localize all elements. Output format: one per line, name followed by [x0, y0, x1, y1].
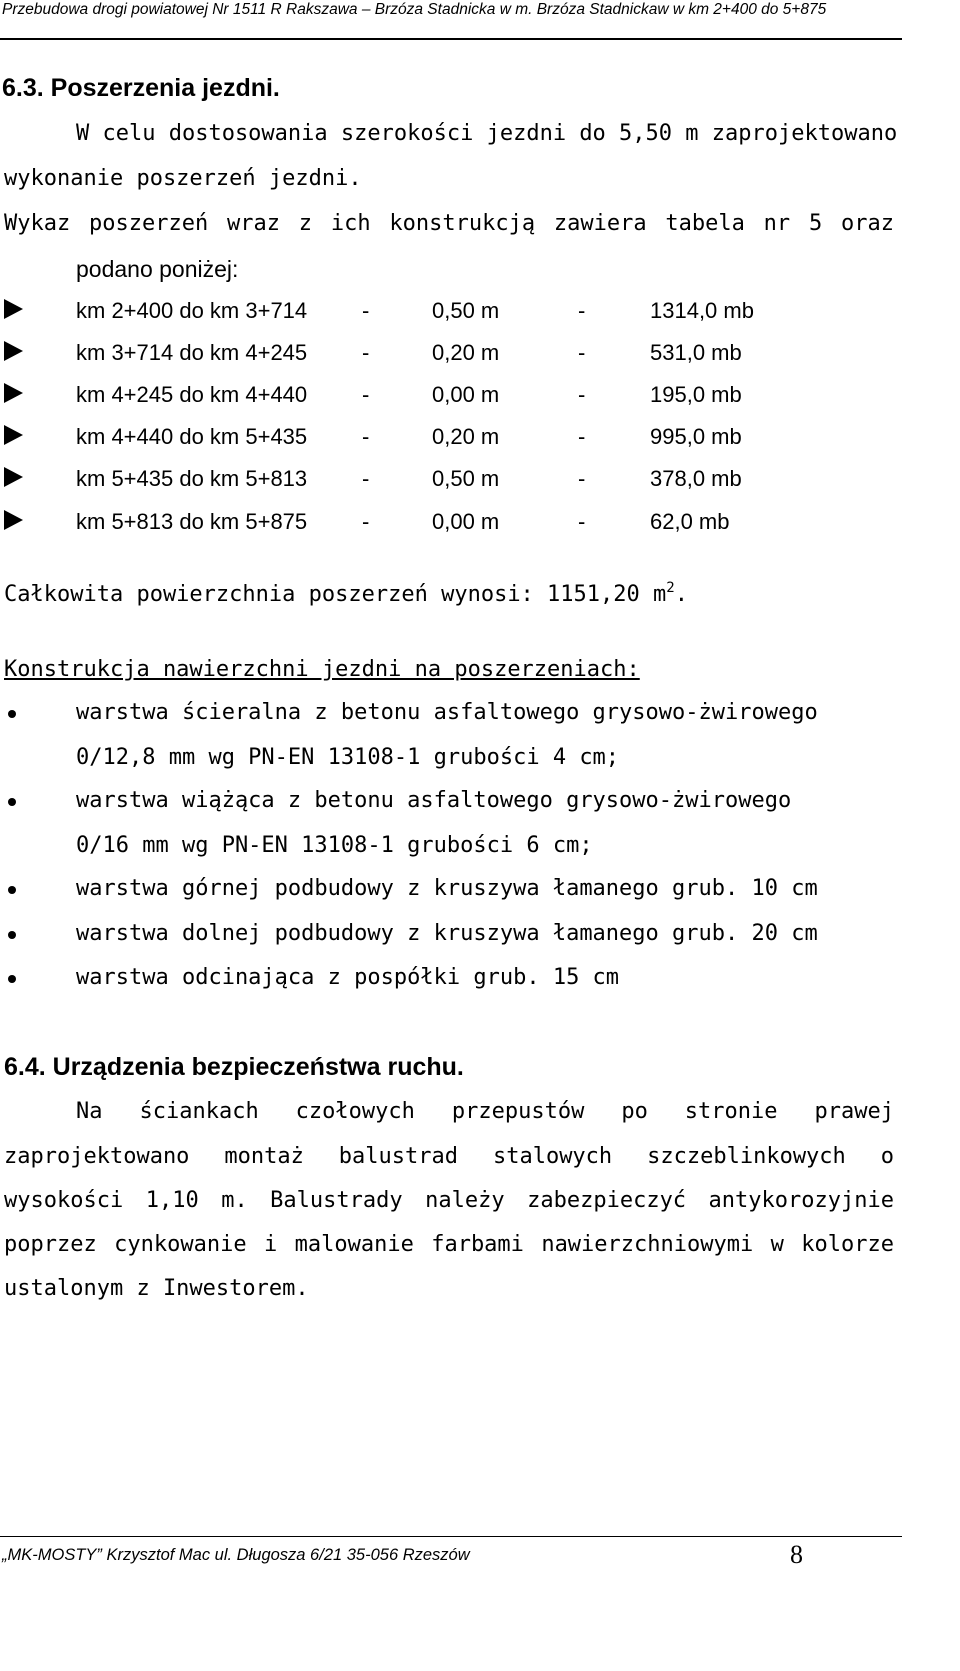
row-width: 0,20 m [432, 424, 500, 449]
row-length: 378,0 mb [650, 466, 742, 491]
section-heading-6-3: 6.3. Poszerzenia jezdni. [2, 74, 280, 102]
row-dash: - [362, 382, 370, 407]
row-range: km 2+400 do km 3+714 [76, 298, 308, 323]
arrow-bullet-icon [4, 383, 23, 403]
row-width: 0,20 m [432, 340, 500, 365]
row-length: 195,0 mb [650, 382, 742, 407]
layer-2-line-1: warstwa wiążąca z betonu asfaltowego grysowo-żwirowego [76, 788, 792, 813]
row-range: km 5+435 do km 5+813 [76, 466, 308, 491]
layer-3-line: warstwa górnej podbudowy z kruszywa łamanego grub. 10 cm [76, 876, 818, 901]
total-area-period: . [674, 582, 688, 607]
page-footer [0, 1536, 902, 1577]
paragraph-line-5: ustalonym z Inwestorem. [4, 1276, 309, 1301]
paragraph-line-3: wysokości 1,10 m. Balustrady należy zabezpieczyć antykorozyjnie [4, 1188, 894, 1213]
row-range: km 4+440 do km 5+435 [76, 424, 308, 449]
section-heading-6-4: 6.4. Urządzenia bezpieczeństwa ruchu. [4, 1053, 464, 1081]
row-range: km 5+813 do km 5+875 [76, 509, 308, 534]
list-intro-line-2: podano poniżej: [76, 256, 239, 282]
arrow-bullet-icon [4, 425, 23, 445]
bullet-icon [8, 798, 16, 806]
page-header [0, 0, 902, 40]
header-text: Przebudowa drogi powiatowej Nr 1511 R Rakszawa – Brzóza Stadnicka w m. Brzóza Stadnickaw w km 2+400 do 5+875 [2, 1, 827, 18]
arrow-bullet-icon [4, 341, 23, 361]
bullet-icon [8, 975, 16, 983]
page-number: 8 [790, 1540, 803, 1569]
layer-1-line-1: warstwa ścieralna z betonu asfaltowego grysowo-żwirowego [76, 700, 818, 725]
arrow-bullet-icon [4, 467, 23, 487]
row-dash: - [578, 466, 586, 491]
row-width: 0,00 m [432, 509, 500, 534]
row-dash: - [362, 509, 370, 534]
row-dash: - [578, 382, 586, 407]
bullet-icon [8, 931, 16, 939]
total-area-text: Całkowita powierzchnia poszerzeń wynosi: 1151,20 m [4, 582, 667, 607]
layer-4-line: warstwa dolnej podbudowy z kruszywa łamanego grub. 20 cm [76, 921, 818, 946]
row-range: km 3+714 do km 4+245 [76, 340, 308, 365]
paragraph-line-4: poprzez cynkowanie i malowanie farbami nawierzchniowymi w kolorze [4, 1232, 894, 1257]
footer-text: „MK-MOSTY” Krzysztof Mac ul. Długosza 6/21 35-056 Rzeszów [2, 1546, 470, 1564]
row-dash: - [578, 340, 586, 365]
row-width: 0,50 m [432, 298, 500, 323]
row-dash: - [362, 340, 370, 365]
arrow-bullet-icon [4, 510, 23, 530]
bullet-icon [8, 710, 16, 718]
row-length: 62,0 mb [650, 509, 730, 534]
layer-5-line: warstwa odcinająca z pospółki grub. 15 cm [76, 965, 620, 990]
layer-2-line-2: 0/16 mm wg PN-EN 13108-1 grubości 6 cm; [76, 833, 593, 858]
construction-heading: Konstrukcja nawierzchni jezdni na poszerzeniach: [4, 657, 640, 682]
intro-line-2: wykonanie poszerzeń jezdni. [4, 166, 362, 191]
row-dash: - [362, 424, 370, 449]
paragraph-line-2: zaprojektowano montaż balustrad stalowych szczeblinkowych o [4, 1144, 894, 1169]
list-intro-line-1: Wykaz poszerzeń wraz z ich konstrukcją zawiera tabela nr 5 oraz [4, 211, 894, 236]
row-dash: - [362, 466, 370, 491]
row-dash: - [578, 298, 586, 323]
row-length: 531,0 mb [650, 340, 742, 365]
row-length: 995,0 mb [650, 424, 742, 449]
arrow-bullet-icon [4, 299, 23, 319]
total-area-unit-exponent: 2 [666, 580, 675, 596]
bullet-icon [8, 886, 16, 894]
row-dash: - [578, 509, 586, 534]
layer-1-line-2: 0/12,8 mm wg PN-EN 13108-1 grubości 4 cm; [76, 745, 620, 770]
intro-line-1: W celu dostosowania szerokości jezdni do 5,50 m zaprojektowano [76, 121, 898, 146]
row-width: 0,50 m [432, 466, 500, 491]
row-width: 0,00 m [432, 382, 500, 407]
row-dash: - [578, 424, 586, 449]
row-length: 1314,0 mb [650, 298, 754, 323]
paragraph-line-1: Na ściankach czołowych przepustów po stronie prawej [76, 1099, 894, 1124]
row-dash: - [362, 298, 370, 323]
total-area-line [4, 580, 688, 607]
row-range: km 4+245 do km 4+440 [76, 382, 308, 407]
